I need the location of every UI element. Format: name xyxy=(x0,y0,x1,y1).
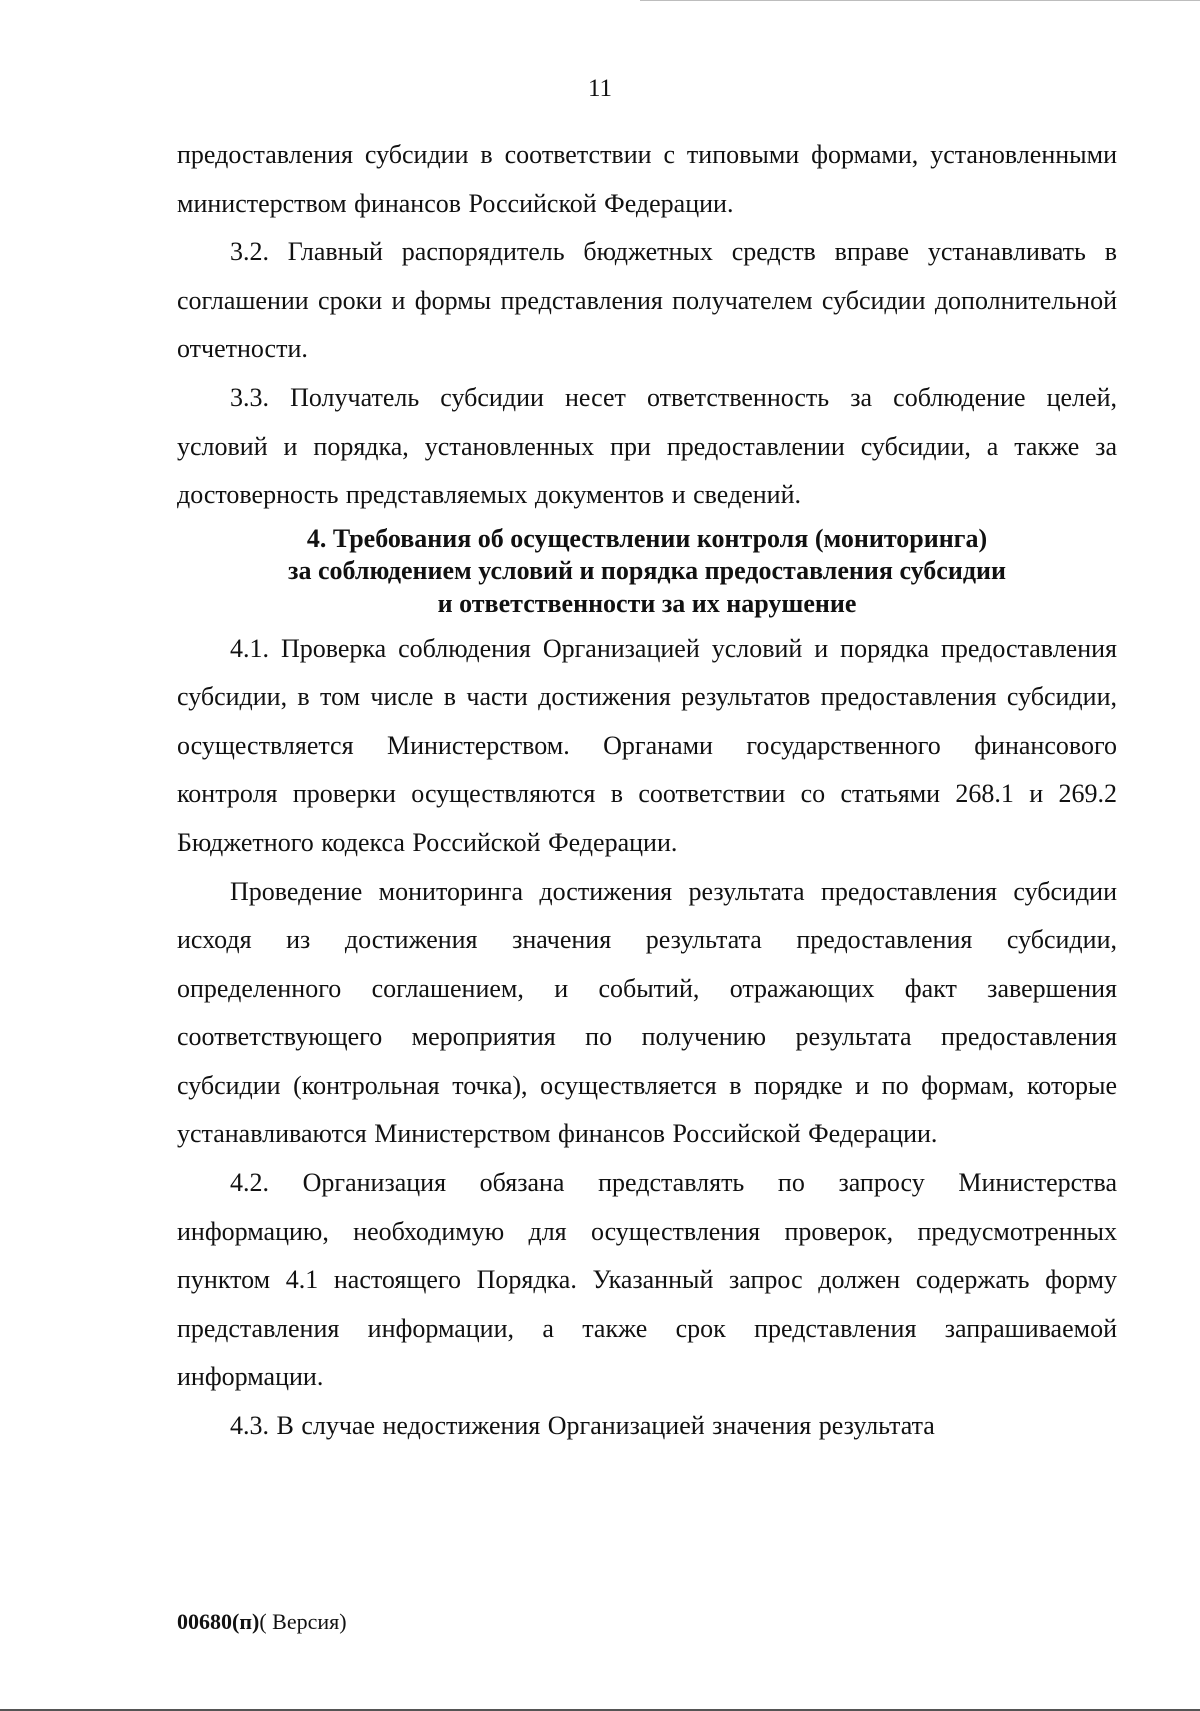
paragraph-4-1: 4.1. Проверка соблюдения Организацией условий и порядка предоставления субсидии, в том числе в части достижения результатов предоставления субсидии, осуществляется Министерством. Органами государственного финансового контроля проверки осуществляются в соответствии со статьями 268.1 и 269.2 Бюджетного кодекса Российской Федерации. xyxy=(177,633,1117,857)
document-body xyxy=(177,131,1117,1451)
footer-doc-code: 00680(п) xyxy=(177,1609,260,1634)
paragraph-3-3: 3.3. Получатель субсидии несет ответственность за соблюдение целей, условий и порядка, установленных при предоставлении субсидии, а также за достоверность представляемых документов и сведений. xyxy=(177,382,1117,510)
section-4-heading-line-2: за соблюдением условий и порядка предоставления субсидии xyxy=(288,556,1006,586)
paragraph-4-2: 4.2. Организация обязана представлять по запросу Министерства информацию, необходимую для осуществления проверок, предусмотренных пунктом 4.1 настоящего Порядка. Указанный запрос должен содержать форму представления информации, а также срок представления запрашиваемой информации. xyxy=(177,1168,1117,1392)
document-footer xyxy=(177,1608,347,1636)
section-4-heading-line-1: 4. Требования об осуществлении контроля (мониторинга) xyxy=(306,523,988,553)
footer-version-label: ( Версия) xyxy=(259,1609,347,1634)
section-4-heading-line-3: и ответственности за их нарушение xyxy=(437,588,857,618)
page-number: 11 xyxy=(587,75,613,102)
paragraph-continuation: предоставления субсидии в соответствии с типовыми формами, установленными министерством финансов Российской Федерации. xyxy=(177,140,1117,218)
paragraph-4-3: 4.3. В случае недостижения Организацией значения результата xyxy=(230,1411,935,1441)
paragraph-monitoring: Проведение мониторинга достижения результата предоставления субсидии исходя из достижения значения результата предоставления субсидии, определенного соглашением, и событий, отражающих факт завершения соответствующего мероприятия по получению результата предоставления субсидии (контрольная точка), осуществляется в порядке и по формам, которые устанавливаются Министерством финансов Российской Федерации. xyxy=(177,876,1117,1149)
section-4-heading xyxy=(177,523,1117,621)
paragraph-3-2: 3.2. Главный распорядитель бюджетных средств вправе устанавливать в соглашении сроки и формы представления получателем субсидии дополнительной отчетности. xyxy=(177,237,1117,364)
scan-top-edge-line xyxy=(640,0,1200,1)
